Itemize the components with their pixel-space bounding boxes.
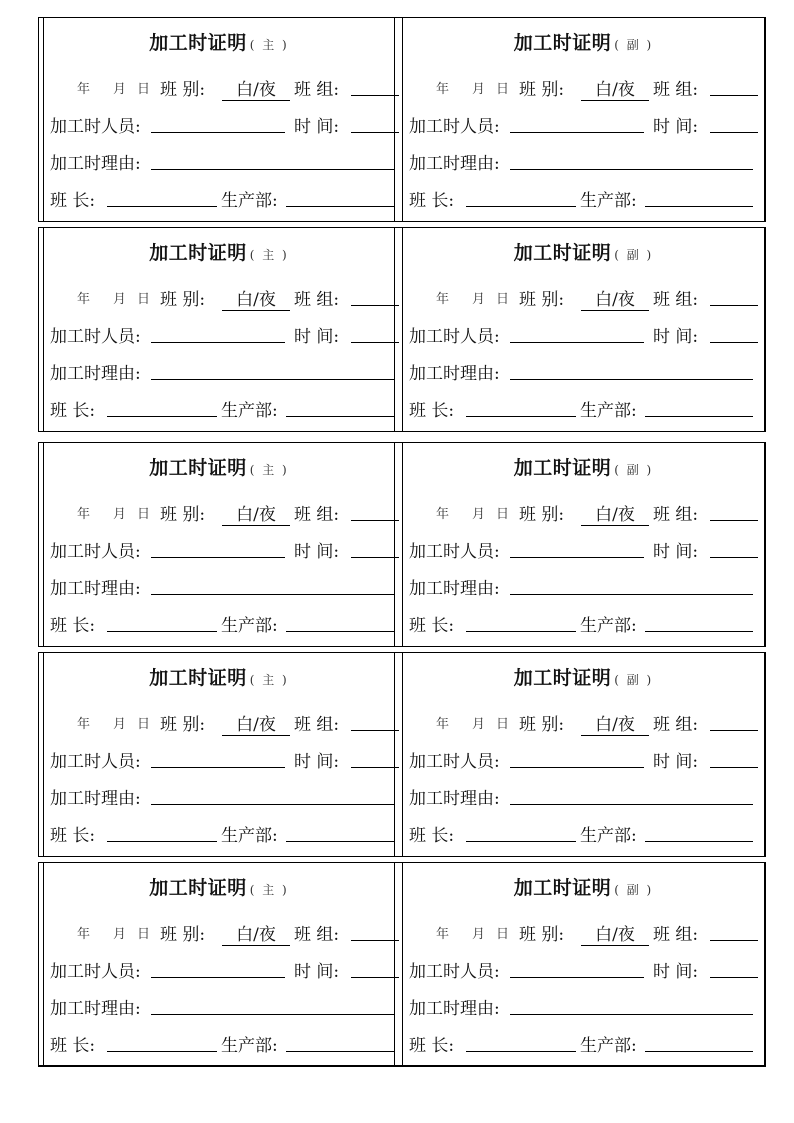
reason-line	[409, 784, 764, 810]
month-label: 月	[113, 507, 127, 522]
group-field[interactable]	[710, 922, 758, 941]
person-time-line	[409, 322, 764, 348]
form-card-copy	[402, 228, 764, 431]
card-tag-copy: ( 副 )	[614, 883, 654, 897]
person-time-line	[50, 322, 394, 348]
group-label: 班 组:	[653, 925, 699, 945]
year-label: 年	[77, 927, 91, 942]
date-shift-line	[50, 285, 394, 311]
reason-line	[50, 574, 394, 600]
person-field[interactable]	[151, 749, 285, 768]
reason-label: 加工时理由:	[50, 364, 141, 384]
group-label: 班 组:	[294, 290, 340, 310]
person-field[interactable]	[151, 114, 285, 133]
year-label: 年	[436, 82, 450, 97]
day-label: 日	[137, 82, 151, 97]
signature-line	[50, 611, 394, 637]
form-card-copy	[402, 653, 764, 856]
leader-label: 班 长:	[409, 191, 455, 211]
group-label: 班 组:	[653, 290, 699, 310]
shift-label: 班 别:	[519, 715, 565, 735]
production-field[interactable]	[286, 188, 394, 207]
reason-label: 加工时理由:	[409, 364, 500, 384]
shift-value[interactable]: 白/夜	[581, 920, 649, 946]
month-label: 月	[113, 82, 127, 97]
reason-line	[50, 149, 394, 175]
day-label: 日	[137, 292, 151, 307]
reason-label: 加工时理由:	[409, 999, 500, 1019]
group-field[interactable]	[351, 77, 399, 96]
person-label: 加工时人员:	[409, 962, 500, 982]
reason-field[interactable]	[151, 151, 394, 170]
group-label: 班 组:	[294, 715, 340, 735]
form-card-main	[43, 228, 395, 431]
reason-label: 加工时理由:	[409, 154, 500, 174]
form-card-copy	[402, 443, 764, 646]
date-shift-line	[409, 285, 764, 311]
person-label: 加工时人员:	[50, 117, 141, 137]
year-label: 年	[436, 717, 450, 732]
signature-line	[50, 821, 394, 847]
leader-label: 班 长:	[50, 826, 96, 846]
reason-line	[50, 994, 394, 1020]
time-field[interactable]	[710, 959, 758, 978]
shift-value[interactable]: 白/夜	[222, 285, 290, 311]
person-label: 加工时人员:	[409, 752, 500, 772]
production-label: 生产部:	[221, 401, 278, 421]
shift-value[interactable]: 白/夜	[581, 500, 649, 526]
time-field[interactable]	[351, 749, 399, 768]
time-field[interactable]	[351, 539, 399, 558]
production-field[interactable]	[286, 398, 394, 417]
shift-label: 班 别:	[519, 505, 565, 525]
person-field[interactable]	[510, 749, 644, 768]
year-label: 年	[436, 292, 450, 307]
form-card-copy	[402, 18, 764, 221]
day-label: 日	[137, 927, 151, 942]
person-time-line	[50, 957, 394, 983]
person-field[interactable]	[510, 114, 644, 133]
signature-line	[409, 611, 764, 637]
leader-label: 班 长:	[409, 401, 455, 421]
date-shift-line	[50, 920, 394, 946]
group-field[interactable]	[351, 712, 399, 731]
card-tag-main: ( 主 )	[249, 38, 289, 52]
person-label: 加工时人员:	[50, 752, 141, 772]
person-label: 加工时人员:	[50, 962, 141, 982]
year-label: 年	[436, 507, 450, 522]
date-shift-line	[50, 500, 394, 526]
leader-label: 班 长:	[50, 191, 96, 211]
group-label: 班 组:	[294, 505, 340, 525]
production-label: 生产部:	[221, 191, 278, 211]
year-label: 年	[77, 717, 91, 732]
production-label: 生产部:	[221, 616, 278, 636]
shift-label: 班 别:	[160, 290, 206, 310]
signature-line	[409, 186, 764, 212]
leader-field[interactable]	[466, 188, 576, 207]
overtime-form-sheet	[38, 17, 766, 1067]
year-label: 年	[436, 927, 450, 942]
reason-line	[50, 359, 394, 385]
card-title: 加工时证明 ( 副 )	[513, 667, 654, 689]
month-label: 月	[472, 717, 486, 732]
reason-label: 加工时理由:	[50, 154, 141, 174]
reason-field[interactable]	[510, 361, 753, 380]
date-shift-line	[50, 75, 394, 101]
reason-label: 加工时理由:	[409, 789, 500, 809]
time-field[interactable]	[351, 114, 399, 133]
month-label: 月	[113, 717, 127, 732]
leader-field[interactable]	[466, 613, 576, 632]
person-time-line	[409, 112, 764, 138]
card-tag-main: ( 主 )	[249, 248, 289, 262]
person-label: 加工时人员:	[409, 117, 500, 137]
time-field[interactable]	[710, 749, 758, 768]
date-shift-line	[409, 75, 764, 101]
signature-line	[409, 1031, 764, 1057]
leader-label: 班 长:	[50, 1036, 96, 1056]
time-field[interactable]	[710, 324, 758, 343]
day-label: 日	[137, 717, 151, 732]
time-label: 时 间:	[653, 962, 699, 982]
day-label: 日	[496, 82, 510, 97]
card-tag-copy: ( 副 )	[614, 463, 654, 477]
reason-field[interactable]	[151, 576, 394, 595]
form-row	[38, 227, 766, 432]
time-label: 时 间:	[294, 542, 340, 562]
production-label: 生产部:	[580, 401, 637, 421]
time-label: 时 间:	[294, 962, 340, 982]
production-field[interactable]	[286, 823, 394, 842]
month-label: 月	[472, 927, 486, 942]
reason-label: 加工时理由:	[50, 999, 141, 1019]
shift-value[interactable]: 白/夜	[581, 285, 649, 311]
shift-label: 班 别:	[519, 80, 565, 100]
leader-field[interactable]	[466, 398, 576, 417]
reason-field[interactable]	[510, 786, 753, 805]
person-time-line	[50, 112, 394, 138]
day-label: 日	[496, 507, 510, 522]
reason-line	[409, 994, 764, 1020]
leader-label: 班 长:	[50, 401, 96, 421]
group-label: 班 组:	[294, 80, 340, 100]
production-field[interactable]	[645, 188, 753, 207]
form-card-main	[43, 18, 395, 221]
group-label: 班 组:	[653, 80, 699, 100]
leader-label: 班 长:	[409, 616, 455, 636]
shift-label: 班 别:	[519, 925, 565, 945]
shift-value[interactable]: 白/夜	[581, 75, 649, 101]
shift-value[interactable]: 白/夜	[581, 710, 649, 736]
leader-field[interactable]	[466, 1033, 576, 1052]
card-title: 加工时证明 ( 主 )	[149, 877, 289, 899]
date-shift-line	[409, 500, 764, 526]
person-label: 加工时人员:	[50, 327, 141, 347]
production-label: 生产部:	[580, 191, 637, 211]
card-title: 加工时证明 ( 副 )	[513, 242, 654, 264]
time-field[interactable]	[710, 114, 758, 133]
signature-line	[50, 396, 394, 422]
card-tag-main: ( 主 )	[249, 673, 289, 687]
form-row	[38, 652, 766, 857]
form-row	[38, 17, 766, 222]
card-tag-main: ( 主 )	[249, 883, 289, 897]
card-title: 加工时证明 ( 副 )	[513, 32, 654, 54]
signature-line	[409, 821, 764, 847]
production-field[interactable]	[645, 823, 753, 842]
leader-field[interactable]	[107, 613, 217, 632]
production-field[interactable]	[645, 613, 753, 632]
person-label: 加工时人员:	[409, 542, 500, 562]
group-label: 班 组:	[653, 715, 699, 735]
leader-field[interactable]	[466, 823, 576, 842]
signature-line	[409, 396, 764, 422]
group-field[interactable]	[710, 77, 758, 96]
day-label: 日	[496, 717, 510, 732]
production-label: 生产部:	[580, 616, 637, 636]
shift-label: 班 别:	[160, 715, 206, 735]
shift-value[interactable]: 白/夜	[222, 500, 290, 526]
person-label: 加工时人员:	[409, 327, 500, 347]
production-label: 生产部:	[580, 1036, 637, 1056]
signature-line	[50, 186, 394, 212]
group-field[interactable]	[710, 287, 758, 306]
card-tag-main: ( 主 )	[249, 463, 289, 477]
card-title: 加工时证明 ( 主 )	[149, 32, 289, 54]
group-field[interactable]	[351, 502, 399, 521]
card-title: 加工时证明 ( 副 )	[513, 457, 654, 479]
person-field[interactable]	[151, 959, 285, 978]
year-label: 年	[77, 82, 91, 97]
leader-label: 班 长:	[50, 616, 96, 636]
card-title: 加工时证明 ( 主 )	[149, 242, 289, 264]
reason-line	[50, 784, 394, 810]
person-time-line	[50, 537, 394, 563]
time-field[interactable]	[351, 959, 399, 978]
person-time-line	[409, 747, 764, 773]
production-field[interactable]	[286, 613, 394, 632]
card-title: 加工时证明 ( 主 )	[149, 667, 289, 689]
month-label: 月	[113, 292, 127, 307]
form-card-main	[43, 653, 395, 856]
group-label: 班 组:	[653, 505, 699, 525]
shift-label: 班 别:	[160, 505, 206, 525]
year-label: 年	[77, 292, 91, 307]
production-label: 生产部:	[221, 1036, 278, 1056]
leader-field[interactable]	[107, 823, 217, 842]
person-time-line	[409, 537, 764, 563]
person-label: 加工时人员:	[50, 542, 141, 562]
form-card-copy	[402, 863, 764, 1065]
card-tag-copy: ( 副 )	[614, 673, 654, 687]
leader-field[interactable]	[107, 398, 217, 417]
shift-value[interactable]: 白/夜	[222, 710, 290, 736]
group-field[interactable]	[710, 502, 758, 521]
time-label: 时 间:	[653, 117, 699, 137]
person-field[interactable]	[510, 324, 644, 343]
time-label: 时 间:	[294, 327, 340, 347]
production-label: 生产部:	[221, 826, 278, 846]
month-label: 月	[472, 507, 486, 522]
reason-field[interactable]	[151, 786, 394, 805]
form-card-main	[43, 863, 395, 1065]
date-shift-line	[409, 710, 764, 736]
person-field[interactable]	[151, 539, 285, 558]
time-label: 时 间:	[294, 752, 340, 772]
reason-field[interactable]	[151, 996, 394, 1015]
person-field[interactable]	[151, 324, 285, 343]
time-field[interactable]	[710, 539, 758, 558]
card-title: 加工时证明 ( 副 )	[513, 877, 654, 899]
time-field[interactable]	[351, 324, 399, 343]
card-tag-copy: ( 副 )	[614, 38, 654, 52]
group-label: 班 组:	[294, 925, 340, 945]
day-label: 日	[137, 507, 151, 522]
reason-line	[409, 359, 764, 385]
reason-label: 加工时理由:	[409, 579, 500, 599]
production-field[interactable]	[645, 1033, 753, 1052]
leader-label: 班 长:	[409, 1036, 455, 1056]
group-field[interactable]	[351, 287, 399, 306]
day-label: 日	[496, 927, 510, 942]
time-label: 时 间:	[653, 752, 699, 772]
leader-field[interactable]	[107, 1033, 217, 1052]
person-time-line	[409, 957, 764, 983]
shift-value[interactable]: 白/夜	[222, 920, 290, 946]
shift-label: 班 别:	[160, 925, 206, 945]
shift-label: 班 别:	[519, 290, 565, 310]
reason-field[interactable]	[151, 361, 394, 380]
month-label: 月	[472, 82, 486, 97]
form-card-main	[43, 443, 395, 646]
reason-label: 加工时理由:	[50, 579, 141, 599]
form-row	[38, 442, 766, 647]
year-label: 年	[77, 507, 91, 522]
leader-field[interactable]	[107, 188, 217, 207]
month-label: 月	[113, 927, 127, 942]
production-field[interactable]	[645, 398, 753, 417]
production-field[interactable]	[286, 1033, 394, 1052]
reason-field[interactable]	[510, 151, 753, 170]
date-shift-line	[409, 920, 764, 946]
form-row	[38, 862, 766, 1067]
person-time-line	[50, 747, 394, 773]
group-field[interactable]	[710, 712, 758, 731]
shift-value[interactable]: 白/夜	[222, 75, 290, 101]
person-field[interactable]	[510, 959, 644, 978]
month-label: 月	[472, 292, 486, 307]
day-label: 日	[496, 292, 510, 307]
reason-line	[409, 574, 764, 600]
production-label: 生产部:	[580, 826, 637, 846]
reason-line	[409, 149, 764, 175]
signature-line	[50, 1031, 394, 1057]
time-label: 时 间:	[653, 542, 699, 562]
group-field[interactable]	[351, 922, 399, 941]
leader-label: 班 长:	[409, 826, 455, 846]
reason-field[interactable]	[510, 576, 753, 595]
shift-label: 班 别:	[160, 80, 206, 100]
time-label: 时 间:	[653, 327, 699, 347]
person-field[interactable]	[510, 539, 644, 558]
date-shift-line	[50, 710, 394, 736]
reason-field[interactable]	[510, 996, 753, 1015]
reason-label: 加工时理由:	[50, 789, 141, 809]
card-tag-copy: ( 副 )	[614, 248, 654, 262]
time-label: 时 间:	[294, 117, 340, 137]
card-title: 加工时证明 ( 主 )	[149, 457, 289, 479]
